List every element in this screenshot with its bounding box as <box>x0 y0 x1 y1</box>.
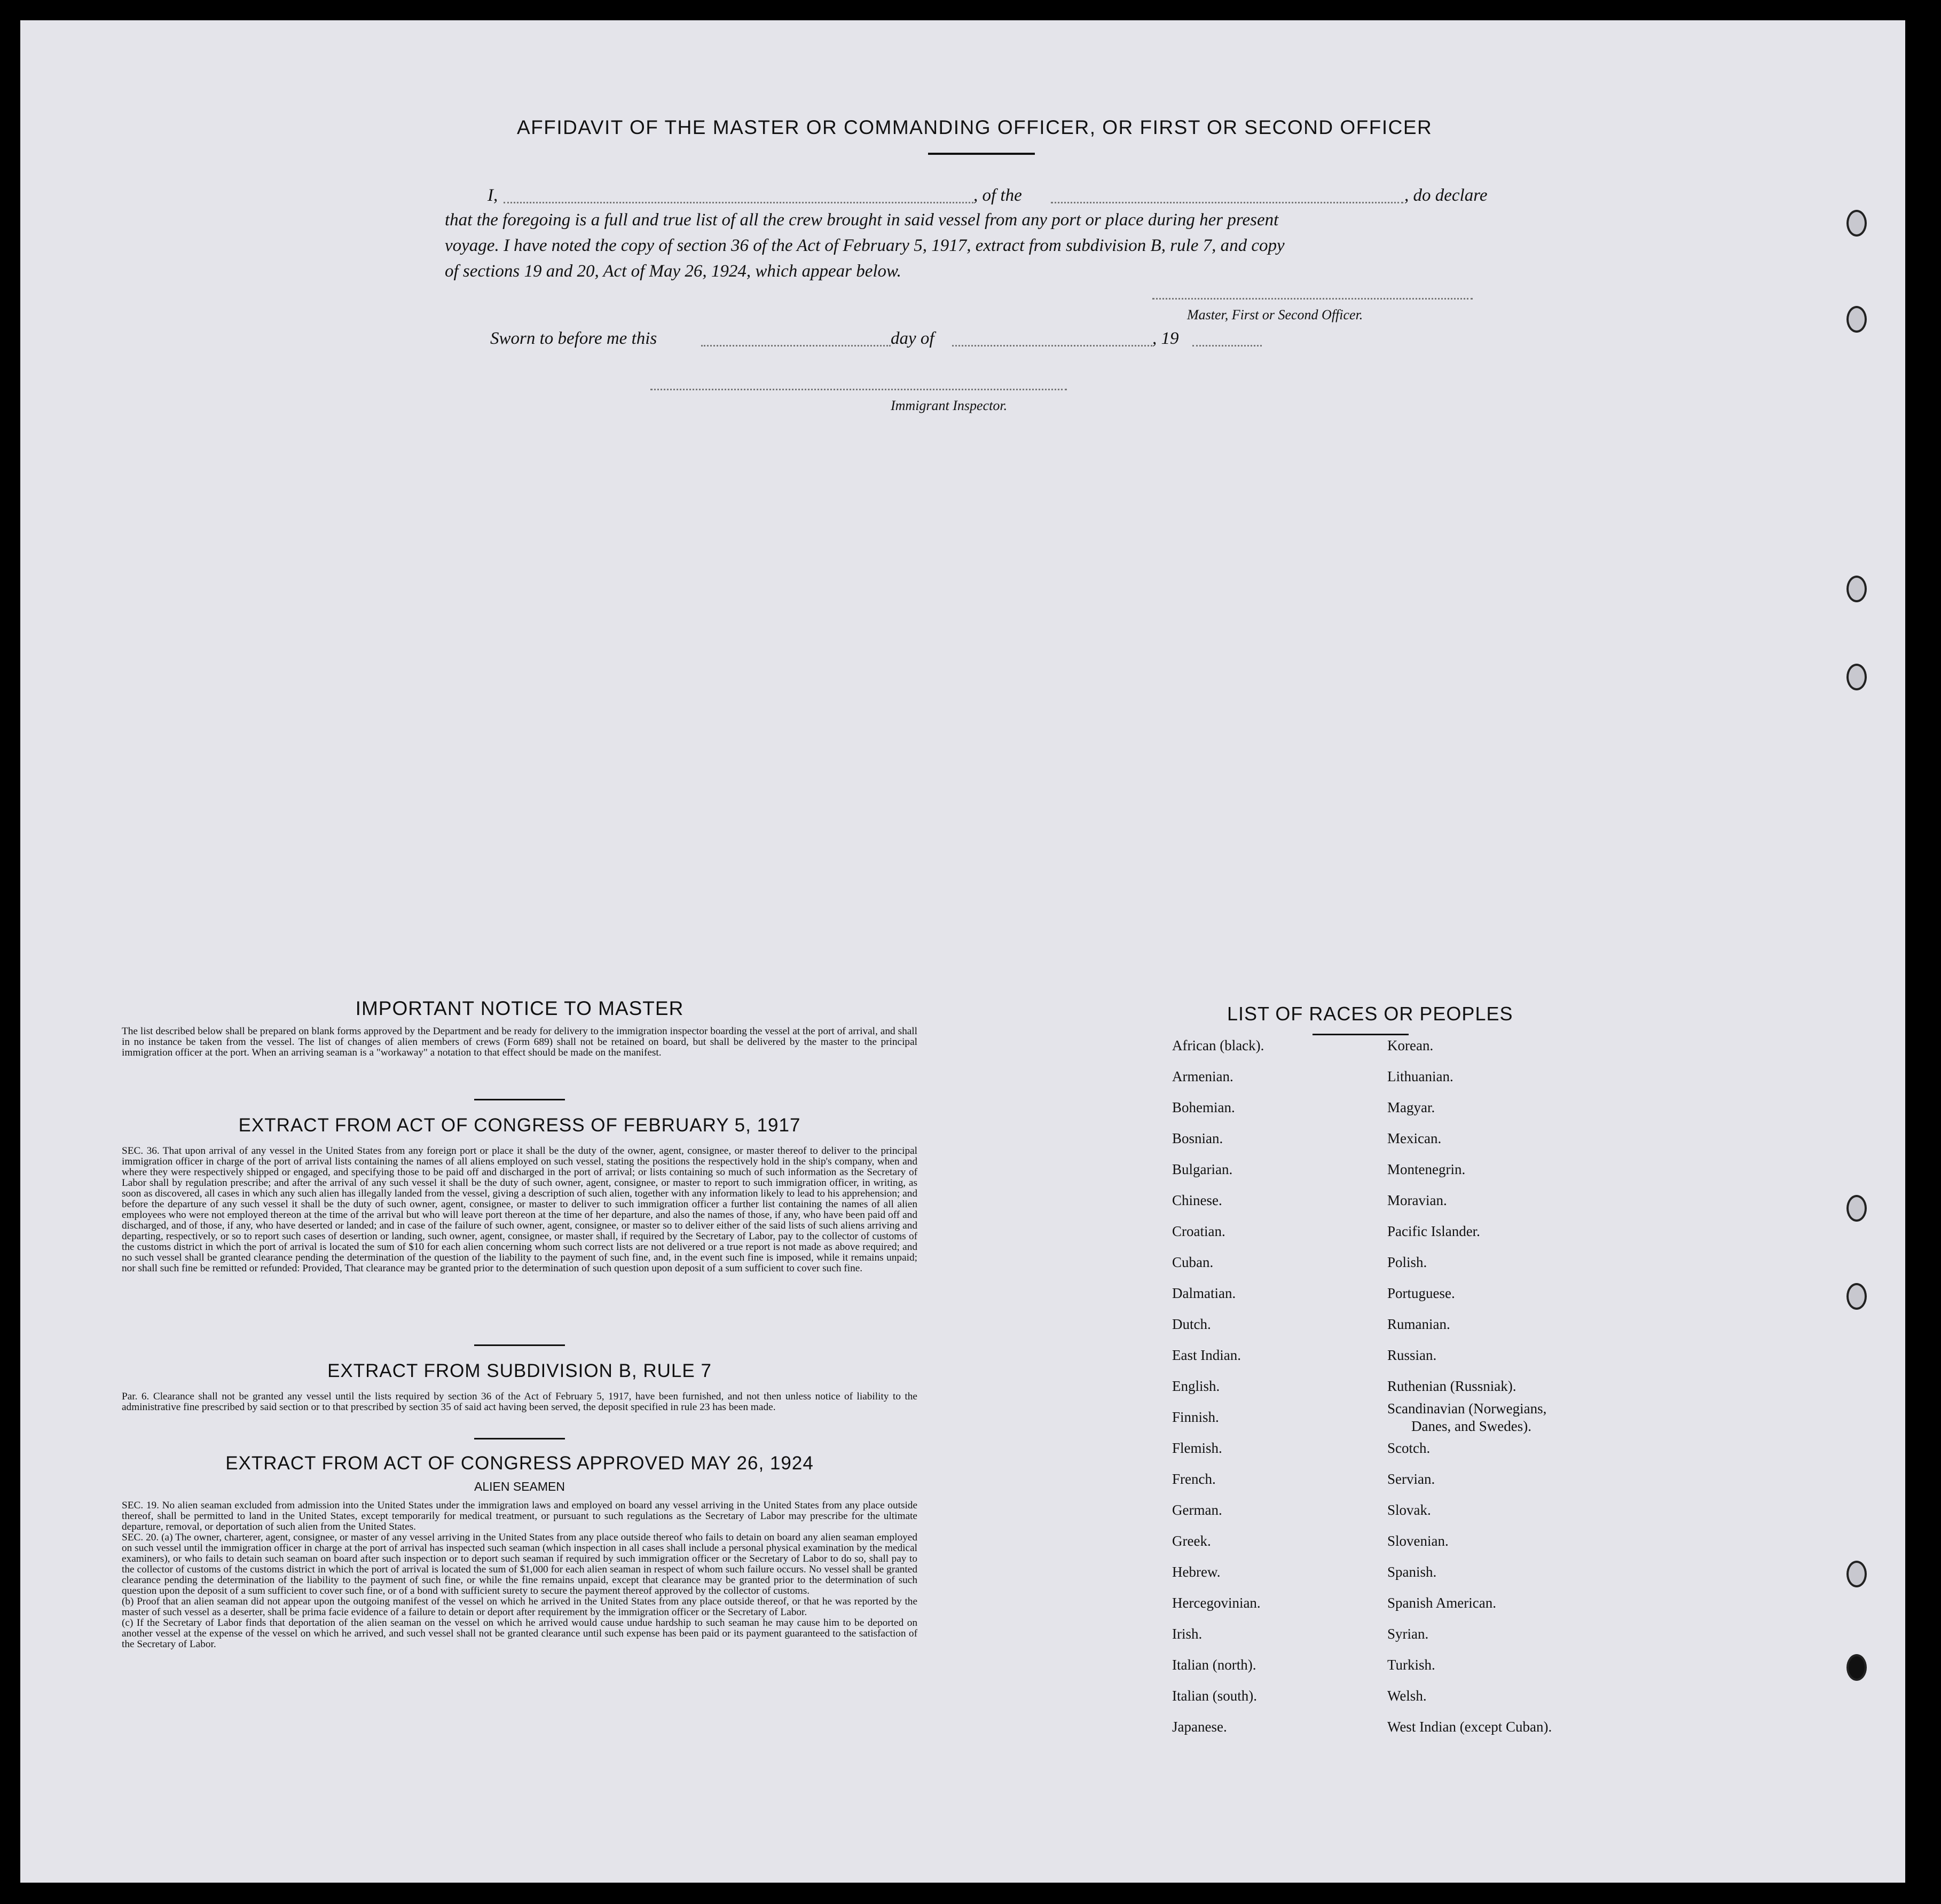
race-item: Spanish. <box>1387 1564 1437 1580</box>
declarant-name-field[interactable] <box>504 202 973 203</box>
section-divider <box>474 1344 565 1346</box>
affidavit-line-2: that the foregoing is a full and true list of all the crew brought in said vessel from any port or place during her present <box>445 210 1279 230</box>
race-item-continuation: Danes, and Swedes). <box>1411 1418 1531 1434</box>
declarant-label: I, <box>488 186 498 205</box>
extract-1924-title: EXTRACT FROM ACT OF CONGRESS APPROVED MAY 26, 1924 <box>225 1453 814 1474</box>
affidavit-line-3: voyage. I have noted the copy of section 36 of the Act of February 5, 1917, extract from subdivision B, rule 7, and copy <box>445 236 1285 255</box>
inspector-signature-field[interactable] <box>650 389 1067 390</box>
year-label: , 19 <box>1152 329 1179 348</box>
sec-20b-text: (b) Proof that an alien seaman did not appear upon the outgoing manifest of the vessel on which he arrived in the United States from any place outside thereof, or that he was reported by the master of such vessel as a deserter, shall be prima facie evidence of a failure to detain or deport after requirement by the immigration officer or the Secretary of Labor. <box>122 1596 917 1618</box>
race-item: Hebrew. <box>1172 1564 1221 1580</box>
affidavit-title: AFFIDAVIT OF THE MASTER OR COMMANDING OFFICER, OR FIRST OR SECOND OFFICER <box>517 116 1433 138</box>
sworn-month-field[interactable] <box>952 345 1152 347</box>
sec-20c-text: (c) If the Secretary of Labor finds that deportation of the alien seaman on the vessel on which he arrived would cause undue hardship to such seaman he may cause him to be deported on another vessel at the expense of the vessel on which he arrived, and such vessel shall not be granted clearance until such expense has been paid or its payment guaranteed to the satisfaction of the Secretary of Labor. <box>122 1617 917 1650</box>
section-divider <box>474 1099 565 1100</box>
race-item: Portuguese. <box>1387 1285 1455 1301</box>
race-item: Pacific Islander. <box>1387 1223 1480 1239</box>
race-item: Cuban. <box>1172 1254 1214 1270</box>
notice-title: IMPORTANT NOTICE TO MASTER <box>355 997 684 1019</box>
punch-hole <box>1846 1654 1867 1681</box>
race-item: French. <box>1172 1471 1216 1487</box>
race-item: Turkish. <box>1387 1657 1435 1673</box>
vessel-label: , of the <box>973 186 1022 205</box>
extract-rule7-body: Par. 6. Clearance shall not be granted any vessel until the lists required by section 36 of the Act of February 5, 1917, have been furnished, and not then unless notice of liability to the administrative fine prescribed by said section or to that prescribed by section 35 of said act having been served, the deposit specified in rule 23 has been made. <box>122 1391 917 1413</box>
declare-text: , do declare <box>1404 186 1488 205</box>
race-item: Bulgarian. <box>1172 1161 1233 1177</box>
race-item: Chinese. <box>1172 1192 1222 1208</box>
race-item: Japanese. <box>1172 1719 1227 1735</box>
sworn-day-field[interactable] <box>701 345 891 347</box>
race-item: Armenian. <box>1172 1068 1233 1084</box>
race-item: Italian (north). <box>1172 1657 1256 1673</box>
extract-1917-body: SEC. 36. That upon arrival of any vessel in the United States from any foreign port or place it shall be the duty of the owner, agent, consignee, or master thereof to deliver to the principal immigration officer in charge of the port of arrival lists containing the names of all aliens employed on such vessel, stating the positions the respectively hold in the ship's company, when and where they were respectively shipped or engaged, and specifying those to be paid off and discharged in the port of arrival; or lists containing so much of such information as the Secretary of Labor shall by regulation prescribe; and after the arrival of any such vessel it shall be the duty of such owner, agent, consignee, or master to report to such immigration officer, in writing, as soon as discovered, all cases in which any such alien has illegally landed from the vessel, giving a description of such alien, together with any information likely to lead to his apprehension; and before the departure of any such vessel it shall be the duty of such owner, agent, consignee, or master to deliver to such immigration officer a further list containing the names of all alien employees who were not employed thereon at the time of the arrival but who will leave port thereon at the time of her departure, and also the names of those, if any, who have been paid off and discharged, and of those, if any, who have deserted or landed; and in case of the failure of such owner, agent, consignee, or master so to deliver either of the said lists of such aliens arriving and departing, respectively, or so to report such cases of desertion or landing, such owner, agent, consignee, or master shall, if required by the Secretary of Labor, pay to the collector of customs of the customs district in which the port of arrival is located the sum of $10 for each alien concerning whom such correct lists are not delivered or a true report is not made as above required; and no such vessel shall be granted clearance pending the determination of the question of the liability to the payment of such fine, and, in the event such fine is imposed, while it remains unpaid; nor shall such fine be remitted or refunded: Provided, That clearance may be granted prior to the determination of such question upon deposit of a sum sufficient to cover such fine. <box>122 1145 917 1274</box>
punch-hole <box>1846 664 1867 690</box>
race-item: Moravian. <box>1387 1192 1447 1208</box>
race-item: Italian (south). <box>1172 1688 1257 1704</box>
race-item: Mexican. <box>1387 1130 1442 1146</box>
sec-20a-text: SEC. 20. (a) The owner, charterer, agent, consignee, or master of any vessel arriving in the United States from any place outside thereof who fails to detain on board any alien seaman employed on such vessel until the immigration officer in charge at the port of arrival has inspected such seaman (which inspection in all cases shall include a personal physical examination by the medical examiners), or who fails to detain such seaman on board after such inspection or to deport such seaman if required by such immigration officer or the Secretary of Labor to do so, shall pay to the collector of customs of the customs district in which the port of arrival is located the sum of $1,000 for each alien seaman in respect of whom such failure occurs. No vessel shall be granted clearance pending the determination of the liability to the payment of such fine, or while the fine remains unpaid, except that clearance may be granted prior to the determination of such question upon the deposit of a sum sufficient to cover such fine, or of a bond with sufficient surety to secure the payment thereof approved by the collector of customs. <box>122 1532 917 1596</box>
race-item: Bosnian. <box>1172 1130 1223 1146</box>
races-underline <box>1313 1034 1409 1035</box>
master-signature-field[interactable] <box>1152 298 1473 300</box>
race-item: Polish. <box>1387 1254 1427 1270</box>
document-page <box>20 20 1905 1883</box>
section-divider <box>474 1438 565 1439</box>
sworn-label: Sworn to before me this <box>490 329 657 348</box>
race-item: German. <box>1172 1502 1222 1518</box>
race-item: Flemish. <box>1172 1440 1222 1456</box>
race-item: Servian. <box>1387 1471 1435 1487</box>
race-item: African (black). <box>1172 1037 1264 1053</box>
race-item: Montenegrin. <box>1387 1161 1466 1177</box>
race-item: Lithuanian. <box>1387 1068 1453 1084</box>
race-item: English. <box>1172 1378 1220 1394</box>
punch-hole <box>1846 1561 1867 1587</box>
title-underline <box>928 153 1035 155</box>
race-item: Greek. <box>1172 1533 1211 1549</box>
inspector-signature-label: Immigrant Inspector. <box>891 398 1008 413</box>
race-item: Croatian. <box>1172 1223 1225 1239</box>
punch-hole <box>1846 306 1867 333</box>
race-item: Bohemian. <box>1172 1099 1235 1115</box>
race-item: Scandinavian (Norwegians, <box>1387 1401 1547 1417</box>
extract-1917-title: EXTRACT FROM ACT OF CONGRESS OF FEBRUARY 5, 1917 <box>238 1115 801 1136</box>
race-item: Scotch. <box>1387 1440 1431 1456</box>
extract-rule7-title: EXTRACT FROM SUBDIVISION B, RULE 7 <box>327 1360 712 1381</box>
punch-hole <box>1846 210 1867 237</box>
sec-19-text: SEC. 19. No alien seaman excluded from admission into the United States under the immigration laws and employed on board any vessel arriving in the United States from any place outside thereof, shall be permitted to land in the United States, except temporarily for medical treatment, or pursuant to such regulations as the Secretary of Labor may prescribe for the ultimate departure, removal, or deportation of such alien from the United States. <box>122 1500 917 1532</box>
day-of-label: day of <box>891 329 934 348</box>
punch-hole <box>1846 576 1867 602</box>
punch-hole <box>1846 1195 1867 1222</box>
races-title: LIST OF RACES OR PEOPLES <box>1227 1003 1513 1025</box>
race-item: Welsh. <box>1387 1688 1427 1704</box>
race-item: Irish. <box>1172 1626 1203 1642</box>
master-signature-label: Master, First or Second Officer. <box>1187 307 1363 322</box>
extract-1924-section <box>122 1453 917 1650</box>
notice-section <box>122 997 917 1058</box>
race-item: Dalmatian. <box>1172 1285 1236 1301</box>
race-item: Ruthenian (Russniak). <box>1387 1378 1516 1394</box>
race-item: Spanish American. <box>1387 1595 1496 1611</box>
race-item: Magyar. <box>1387 1099 1435 1115</box>
punch-hole <box>1846 1283 1867 1310</box>
race-item: Slovenian. <box>1387 1533 1449 1549</box>
race-item: Russian. <box>1387 1347 1437 1363</box>
race-item: Slovak. <box>1387 1502 1431 1518</box>
race-item: Hercegovinian. <box>1172 1595 1261 1611</box>
race-item: Dutch. <box>1172 1316 1211 1332</box>
affidavit-line-4: of sections 19 and 20, Act of May 26, 1924, which appear below. <box>445 262 901 281</box>
race-item: West Indian (except Cuban). <box>1387 1719 1552 1735</box>
race-item: Syrian. <box>1387 1626 1429 1642</box>
race-item: Finnish. <box>1172 1409 1219 1425</box>
race-item: Korean. <box>1387 1037 1434 1053</box>
vessel-name-field[interactable] <box>1051 202 1403 203</box>
race-item: Rumanian. <box>1387 1316 1450 1332</box>
sworn-year-field[interactable] <box>1192 345 1262 347</box>
race-item: East Indian. <box>1172 1347 1241 1363</box>
extract-1924-subtitle: ALIEN SEAMEN <box>474 1480 565 1493</box>
notice-body: The list described below shall be prepared on blank forms approved by the Department and be ready for delivery to the immigration inspector boarding the vessel at the port of arrival, and shall in no instance be taken from the vessel. The list of changes of alien members of crews (Form 689) shall not be retained on board, but shall be delivered by the master to the principal immigration officer at the port. When an arriving seaman is a "workaway" a notation to that effect should be made on the manifest. <box>122 1026 917 1058</box>
extract-1917-section <box>122 1115 917 1274</box>
extract-rule7-section <box>122 1360 917 1413</box>
